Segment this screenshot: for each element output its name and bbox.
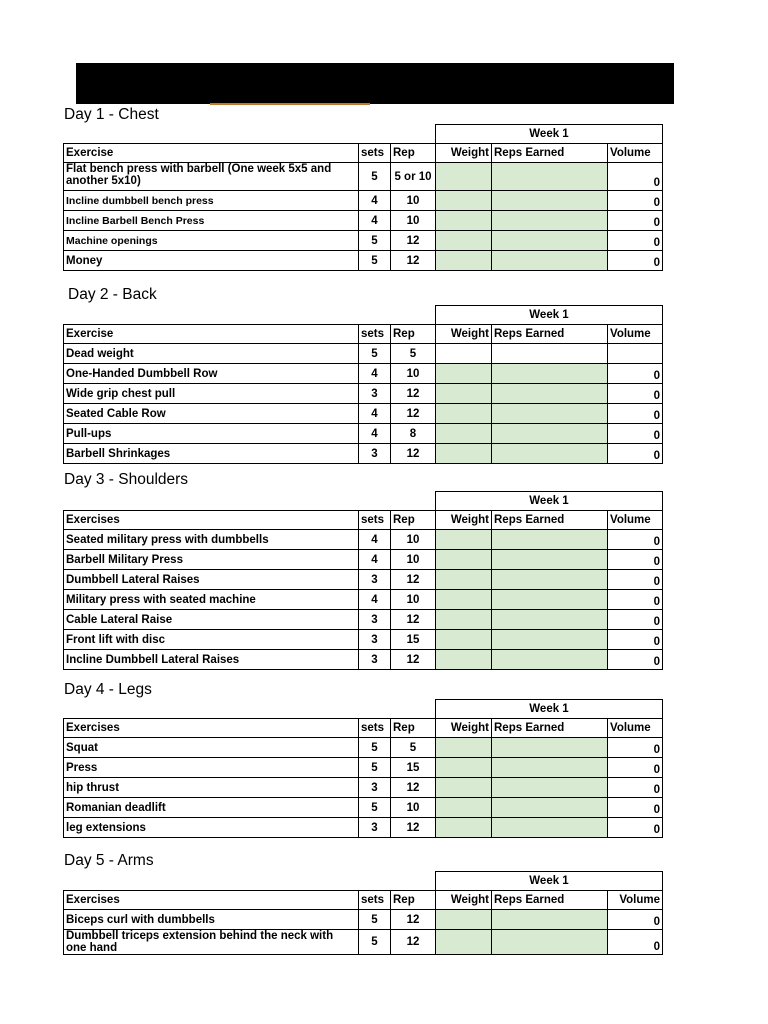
column-header-row — [64, 325, 663, 344]
rep-value: 12 — [391, 444, 436, 464]
exercise-name: Pull-ups — [64, 424, 359, 444]
table-row — [64, 910, 663, 930]
volume-value: 0 — [608, 758, 663, 778]
volume-value: 0 — [608, 384, 663, 404]
rep-header: Rep — [391, 719, 436, 738]
reps-earned-input[interactable] — [492, 530, 608, 550]
rep-value: 12 — [391, 930, 436, 955]
table-row — [64, 650, 663, 670]
weight-input[interactable] — [436, 930, 492, 955]
table-row — [64, 344, 663, 364]
sets-value: 3 — [359, 610, 391, 630]
day-title: Day 3 - Shoulders — [64, 471, 189, 488]
sets-value: 5 — [359, 344, 391, 364]
sets-header: sets — [359, 144, 391, 163]
week-header-row — [64, 125, 663, 144]
reps-earned-input[interactable] — [492, 610, 608, 630]
sets-value: 5 — [359, 251, 391, 271]
volume-value: 0 — [608, 424, 663, 444]
exercise-name: Press — [64, 758, 359, 778]
reps-earned-input[interactable] — [492, 191, 608, 211]
sets-value: 3 — [359, 384, 391, 404]
reps-earned-input[interactable] — [492, 930, 608, 955]
weight-input[interactable] — [436, 818, 492, 838]
rep-value: 12 — [391, 570, 436, 590]
sets-value: 4 — [359, 530, 391, 550]
rep-header: Rep — [391, 325, 436, 344]
reps-earned-input[interactable] — [492, 424, 608, 444]
volume-value: 0 — [608, 930, 663, 955]
week-label: Week 1 — [436, 306, 663, 325]
day-title: Day 1 - Chest — [64, 106, 159, 123]
exercise-name: Front lift with disc — [64, 630, 359, 650]
day5-table — [63, 871, 663, 955]
exercise-name: One-Handed Dumbbell Row — [64, 364, 359, 384]
table-row — [64, 530, 663, 550]
exercise-header: Exercise — [64, 325, 359, 344]
volume-value: 0 — [608, 798, 663, 818]
exercise-header: Exercises — [64, 511, 359, 530]
weight-input[interactable] — [436, 910, 492, 930]
exercise-header: Exercises — [64, 891, 359, 910]
reps-earned-header: Reps Earned — [492, 719, 608, 738]
volume-header: Volume — [608, 511, 663, 530]
reps-earned-input[interactable] — [492, 404, 608, 424]
weight-input[interactable] — [436, 610, 492, 630]
weight-header: Weight — [436, 891, 492, 910]
reps-earned-input[interactable] — [492, 231, 608, 251]
day2-table — [63, 305, 663, 464]
weight-input[interactable] — [436, 191, 492, 211]
weight-input[interactable] — [436, 163, 492, 191]
rep-value: 10 — [391, 798, 436, 818]
day3-table — [63, 491, 663, 670]
sets-value: 3 — [359, 570, 391, 590]
exercise-name: Barbell Shrinkages — [64, 444, 359, 464]
sets-value: 5 — [359, 163, 391, 191]
reps-earned-input[interactable] — [492, 758, 608, 778]
table-row — [64, 738, 663, 758]
reps-earned-header: Reps Earned — [492, 325, 608, 344]
day1-table — [63, 124, 663, 271]
exercise-name: Dead weight — [64, 344, 359, 364]
exercise-name: Wide grip chest pull — [64, 384, 359, 404]
week-label: Week 1 — [436, 492, 663, 511]
table-row — [64, 570, 663, 590]
reps-earned-input[interactable] — [492, 778, 608, 798]
weight-input[interactable] — [436, 650, 492, 670]
volume-value: 0 — [608, 778, 663, 798]
sets-value: 5 — [359, 738, 391, 758]
exercise-name: Machine openings — [64, 231, 359, 251]
column-header-row — [64, 511, 663, 530]
sets-value: 4 — [359, 590, 391, 610]
weight-input[interactable] — [436, 424, 492, 444]
volume-value: 0 — [608, 191, 663, 211]
rep-value: 10 — [391, 191, 436, 211]
reps-earned-input[interactable] — [492, 550, 608, 570]
rep-value: 12 — [391, 818, 436, 838]
column-header-row — [64, 891, 663, 910]
sets-value: 4 — [359, 364, 391, 384]
sets-value: 5 — [359, 930, 391, 955]
weight-input[interactable] — [436, 530, 492, 550]
sets-value: 4 — [359, 424, 391, 444]
reps-earned-input[interactable] — [492, 630, 608, 650]
week-header-row — [64, 492, 663, 511]
reps-earned-input[interactable] — [492, 738, 608, 758]
sets-value: 3 — [359, 650, 391, 670]
week-label: Week 1 — [436, 125, 663, 144]
weight-input[interactable] — [436, 251, 492, 271]
rep-value: 12 — [391, 384, 436, 404]
table-row — [64, 758, 663, 778]
sets-value: 5 — [359, 798, 391, 818]
table-row — [64, 778, 663, 798]
volume-value: 0 — [608, 550, 663, 570]
day4-table — [63, 699, 663, 838]
reps-earned-header: Reps Earned — [492, 144, 608, 163]
exercise-name: Romanian deadlift — [64, 798, 359, 818]
volume-value: 0 — [608, 738, 663, 758]
exercise-name: Seated Cable Row — [64, 404, 359, 424]
weight-input[interactable] — [436, 758, 492, 778]
reps-earned-input[interactable] — [492, 910, 608, 930]
weight-input[interactable] — [436, 798, 492, 818]
weight-header: Weight — [436, 719, 492, 738]
table-row — [64, 610, 663, 630]
sets-header: sets — [359, 325, 391, 344]
table-row — [64, 384, 663, 404]
table-row — [64, 364, 663, 384]
reps-earned-input[interactable] — [492, 384, 608, 404]
table-row — [64, 424, 663, 444]
sets-header: sets — [359, 511, 391, 530]
sets-value: 4 — [359, 550, 391, 570]
day-title: Day 2 - Back — [68, 286, 157, 303]
reps-earned-cell[interactable] — [492, 344, 608, 364]
table-row — [64, 798, 663, 818]
weight-header: Weight — [436, 511, 492, 530]
weight-header: Weight — [436, 325, 492, 344]
weight-input[interactable] — [436, 550, 492, 570]
weight-input[interactable] — [436, 590, 492, 610]
rep-value: 12 — [391, 610, 436, 630]
rep-value: 10 — [391, 530, 436, 550]
table-row — [64, 930, 663, 955]
volume-header: Volume — [608, 891, 663, 910]
rep-header: Rep — [391, 511, 436, 530]
volume-value: 0 — [608, 570, 663, 590]
weight-input[interactable] — [436, 404, 492, 424]
rep-header: Rep — [391, 891, 436, 910]
rep-value: 12 — [391, 231, 436, 251]
day-title: Day 5 - Arms — [64, 852, 154, 869]
rep-value: 15 — [391, 758, 436, 778]
reps-earned-input[interactable] — [492, 163, 608, 191]
week-header-row — [64, 700, 663, 719]
sets-value: 3 — [359, 818, 391, 838]
volume-header: Volume — [608, 325, 663, 344]
sets-value: 3 — [359, 444, 391, 464]
sets-header: sets — [359, 891, 391, 910]
rep-value: 10 — [391, 590, 436, 610]
sets-value: 5 — [359, 231, 391, 251]
volume-value: 0 — [608, 818, 663, 838]
table-row — [64, 818, 663, 838]
reps-earned-header: Reps Earned — [492, 891, 608, 910]
rep-value: 12 — [391, 778, 436, 798]
header-bar — [76, 63, 674, 104]
table-row — [64, 251, 663, 271]
weight-input[interactable] — [436, 211, 492, 231]
sets-value: 4 — [359, 211, 391, 231]
weight-input[interactable] — [436, 384, 492, 404]
exercise-name: Squat — [64, 738, 359, 758]
table-row — [64, 590, 663, 610]
weight-input[interactable] — [436, 630, 492, 650]
rep-value: 12 — [391, 650, 436, 670]
exercise-name: Incline Barbell Bench Press — [64, 211, 359, 231]
volume-value: 0 — [608, 910, 663, 930]
week-label: Week 1 — [436, 872, 663, 891]
week-header-row — [64, 306, 663, 325]
rep-header: Rep — [391, 144, 436, 163]
sets-value: 4 — [359, 191, 391, 211]
volume-value: 0 — [608, 404, 663, 424]
sets-value: 3 — [359, 778, 391, 798]
reps-earned-input[interactable] — [492, 570, 608, 590]
rep-value: 10 — [391, 364, 436, 384]
reps-earned-input[interactable] — [492, 251, 608, 271]
sets-value: 4 — [359, 404, 391, 424]
weight-input[interactable] — [436, 778, 492, 798]
rep-value: 5 — [391, 738, 436, 758]
rep-value: 12 — [391, 404, 436, 424]
weight-header: Weight — [436, 144, 492, 163]
table-row — [64, 444, 663, 464]
weight-input[interactable] — [436, 570, 492, 590]
rep-value: 12 — [391, 910, 436, 930]
exercise-name: leg extensions — [64, 818, 359, 838]
volume-value: 0 — [608, 590, 663, 610]
volume-header: Volume — [608, 144, 663, 163]
table-row — [64, 211, 663, 231]
reps-earned-input[interactable] — [492, 590, 608, 610]
column-header-row — [64, 144, 663, 163]
volume-value: 0 — [608, 630, 663, 650]
column-header-row — [64, 719, 663, 738]
rep-value: 5 — [391, 344, 436, 364]
rep-value: 8 — [391, 424, 436, 444]
reps-earned-input[interactable] — [492, 650, 608, 670]
volume-value: 0 — [608, 364, 663, 384]
exercise-name: hip thrust — [64, 778, 359, 798]
reps-earned-input[interactable] — [492, 444, 608, 464]
exercise-name: Dumbbell Lateral Raises — [64, 570, 359, 590]
rep-value: 10 — [391, 550, 436, 570]
rep-value: 5 or 10 — [391, 163, 436, 191]
table-row — [64, 404, 663, 424]
weight-input[interactable] — [436, 444, 492, 464]
exercise-name: Flat bench press with barbell (One week 5x5 and another 5x10) — [64, 163, 359, 191]
weight-input[interactable] — [436, 231, 492, 251]
exercise-name: Military press with seated machine — [64, 590, 359, 610]
rep-value: 15 — [391, 630, 436, 650]
volume-value: 0 — [608, 163, 663, 191]
exercise-name: Cable Lateral Raise — [64, 610, 359, 630]
sets-value: 5 — [359, 910, 391, 930]
exercise-name: Dumbbell triceps extension behind the neck with one hand — [64, 930, 359, 955]
exercise-name: Money — [64, 251, 359, 271]
exercise-name: Seated military press with dumbbells — [64, 530, 359, 550]
sets-header: sets — [359, 719, 391, 738]
rep-value: 12 — [391, 251, 436, 271]
volume-value: 0 — [608, 610, 663, 630]
weight-input[interactable] — [436, 364, 492, 384]
week-label: Week 1 — [436, 700, 663, 719]
exercise-name: Incline Dumbbell Lateral Raises — [64, 650, 359, 670]
exercise-header: Exercise — [64, 144, 359, 163]
reps-earned-input[interactable] — [492, 818, 608, 838]
weight-cell[interactable] — [436, 344, 492, 364]
volume-value: 0 — [608, 444, 663, 464]
reps-earned-input[interactable] — [492, 211, 608, 231]
table-row — [64, 231, 663, 251]
exercise-name: Barbell Military Press — [64, 550, 359, 570]
volume-value: 0 — [608, 650, 663, 670]
exercise-name: Incline dumbbell bench press — [64, 191, 359, 211]
week-header-row — [64, 872, 663, 891]
table-row — [64, 550, 663, 570]
rep-value: 10 — [391, 211, 436, 231]
day-title: Day 4 - Legs — [64, 681, 152, 698]
table-row — [64, 630, 663, 650]
volume-header: Volume — [608, 719, 663, 738]
reps-earned-input[interactable] — [492, 364, 608, 384]
volume-value: 0 — [608, 530, 663, 550]
reps-earned-input[interactable] — [492, 798, 608, 818]
sets-value: 5 — [359, 758, 391, 778]
reps-earned-header: Reps Earned — [492, 511, 608, 530]
volume-value: 0 — [608, 211, 663, 231]
header-accent-line — [210, 103, 370, 105]
sets-value: 3 — [359, 630, 391, 650]
volume-value: 0 — [608, 251, 663, 271]
table-row — [64, 191, 663, 211]
volume-value — [608, 344, 663, 364]
weight-input[interactable] — [436, 738, 492, 758]
exercise-header: Exercises — [64, 719, 359, 738]
volume-value: 0 — [608, 231, 663, 251]
table-row — [64, 163, 663, 191]
exercise-name: Biceps curl with dumbbells — [64, 910, 359, 930]
